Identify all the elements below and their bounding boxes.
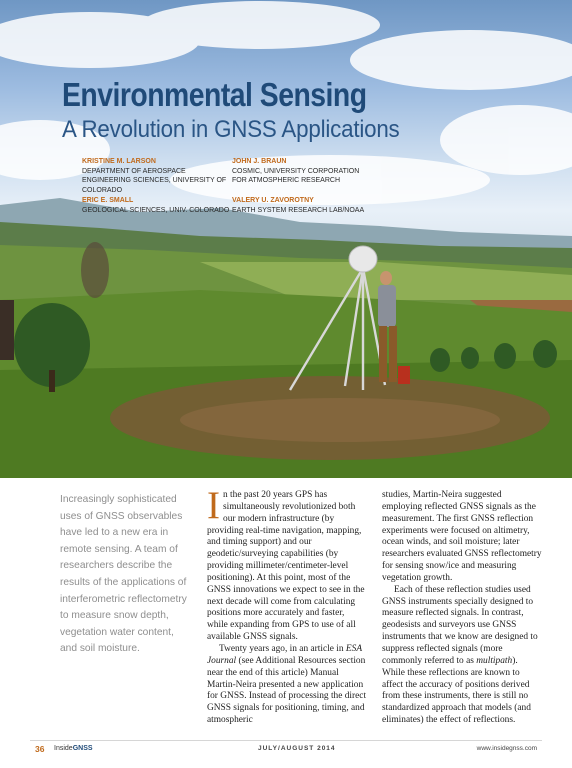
magazine-logo [54, 745, 93, 752]
author-name: VALERY U. ZAVOROTNY [232, 197, 314, 204]
author-block [82, 157, 232, 195]
author-block [232, 157, 372, 186]
pull-quote: Increasingly sophisticated uses of GNSS observables have led to a new era in remote sensing. A team of researchers describe the results of the applications of interferometric reflectometry to measure snow depth, vegetation water content, and soil moisture. [60, 494, 187, 655]
body-paragraph [207, 644, 367, 727]
page-number: 36 [35, 744, 45, 754]
paragraph-text: ). While these reflections are known to affect the accuracy of positions derived from these instruments, there is still no standardized approach that models (and eliminates) the effect of reflections. [382, 655, 531, 726]
issue-date: JULY/AUGUST 2014 [258, 745, 336, 752]
author-block [232, 196, 364, 215]
paragraph-text: Each of these reflection studies used GNSS instruments specially designed to measure reflected signals. In contrast, geodesists and surveyors use GNSS instruments that we know are designed to suppress reflected signals (more commonly referred to as [382, 584, 538, 666]
body-column-1 [207, 484, 367, 727]
author-affiliation: DEPARTMENT OF AEROSPACE ENGINEERING SCIENCES, UNIVERSITY OF COLORADO [82, 167, 227, 194]
author-block [82, 196, 229, 215]
body-column-2 [382, 490, 542, 727]
page-footer [30, 740, 542, 755]
body-paragraph [207, 484, 367, 644]
paragraph-text: (see Additional Resources section near the end of this article) Manual Martin-Neira presented a new application for GNSS. Instead of processing the direct GNSS signals for positioning, timing, and atmospheric [207, 655, 367, 726]
drop-cap: I [207, 484, 220, 527]
italic-term: multipath [476, 655, 513, 666]
author-affiliation: EARTH SYSTEM RESEARCH LAB/NOAA [232, 206, 365, 214]
body-paragraph [382, 585, 542, 727]
author-name: KRISTINE M. LARSON [82, 158, 156, 165]
paragraph-text: n the past 20 years GPS has simultaneously revolutionized both our modern infrastructure (by providing real-time navigation, mapping, and timing support) and our geodetic/surveying capabilities (by providing millimeter/centimeter-level positioning). At this point, most of the GNSS innovations we expect to see in the next decade will come from calculating positions more accurately and faster, while expanding from GPS to use of all available GNSS signals. [207, 490, 365, 643]
author-affiliation: COSMIC, UNIVERSITY CORPORATION FOR ATMOSPHERIC RESEARCH [232, 167, 360, 184]
logo-part: GNSS [72, 745, 93, 752]
journal-title: ESA Journal [207, 643, 362, 666]
logo-part: Inside [54, 745, 73, 752]
article-subtitle: A Revolution in GNSS Applications [62, 116, 400, 143]
website-link[interactable]: www.insidegnss.com [476, 745, 537, 752]
article-title: Environmental Sensing [62, 76, 367, 113]
paragraph-text: Twenty years ago, in an article in [219, 643, 346, 654]
author-name: JOHN J. BRAUN [232, 158, 287, 165]
author-name: ERIC E. SMALL [82, 197, 134, 204]
body-paragraph: studies, Martin-Neira suggested employing reflected GNSS signals as the measurement. The first GNSS reflection experiments were focused on altimetry, ocean winds, and soil moisture; later researchers evaluated GNSS reflectometry for sensing snow/ice and measuring vegetation growth. [382, 490, 542, 583]
author-affiliation: GEOLOGICAL SCIENCES, UNIV. COLORADO [82, 206, 230, 214]
